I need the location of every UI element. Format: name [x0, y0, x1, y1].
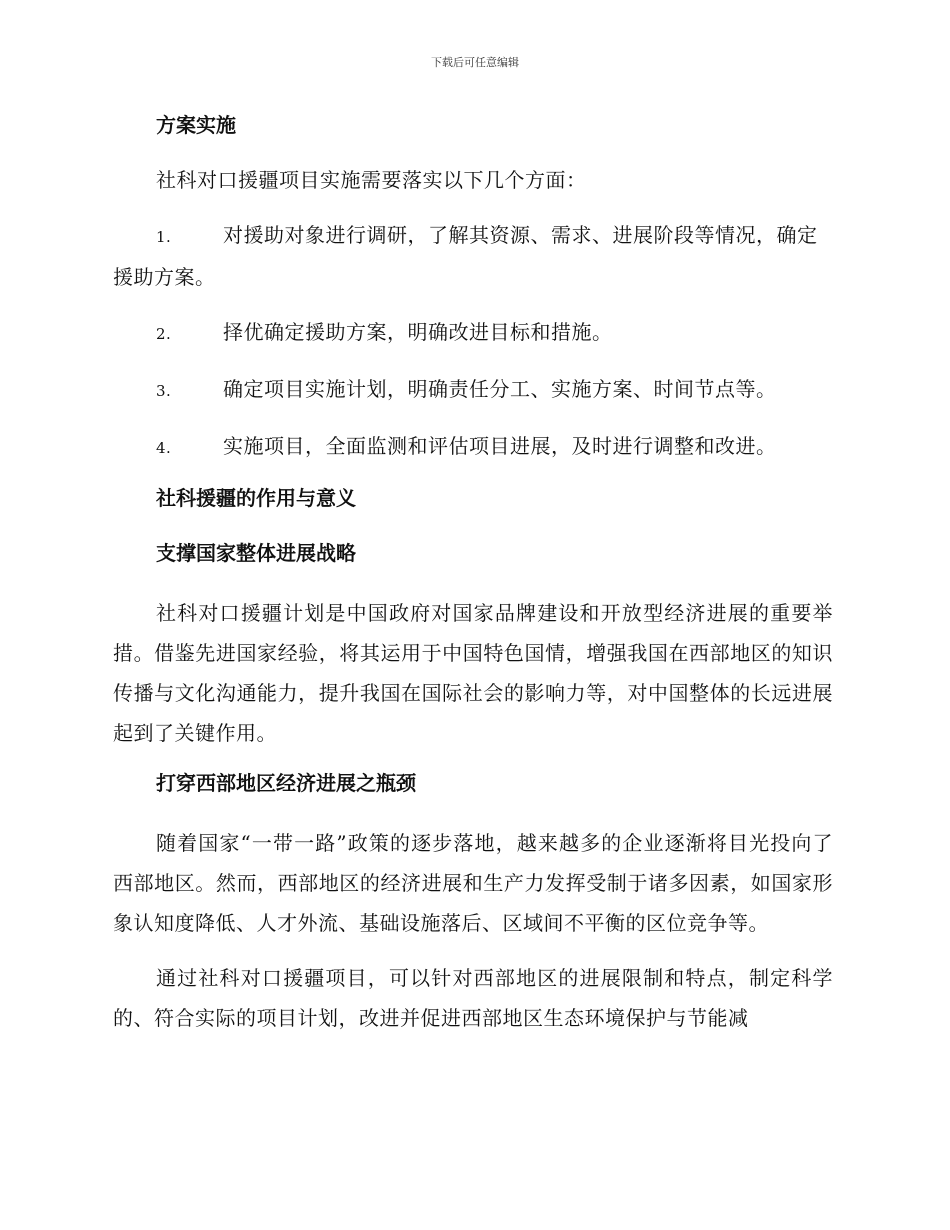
- page-header: 下载后可任意编辑: [431, 56, 519, 69]
- list-text: 确定项目实施计划，明确责任分工、实施方案、时间节点等。: [223, 377, 777, 401]
- list-number: 4.: [156, 439, 172, 457]
- subsection-heading-breakthrough: 打穿西部地区经济进展之瓶颈: [156, 771, 416, 795]
- section-heading-plan: 方案实施: [156, 113, 236, 137]
- list-text: 实施项目，全面监测和评估项目进展，及时进行调整和改进。: [223, 434, 777, 458]
- plan-list-item: [113, 369, 833, 411]
- plan-intro-paragraph: 社科对口援疆项目实施需要落实以下几个方面：: [156, 168, 587, 192]
- plan-list-item: [113, 312, 833, 354]
- subsection-heading-support: 支撑国家整体进展战略: [156, 541, 356, 565]
- breakthrough-paragraph-1: 随着国家“一带一路”政策的逐步落地，越来越多的企业逐渐将目光投向了西部地区。然而，西部地区的经济进展和生产力发挥受制于诸多因素，如国家形象认知度降低、人才外流、基础设施落后、区域间不平衡的区位竞争等。: [113, 831, 833, 935]
- section-heading-role: 社科援疆的作用与意义: [156, 486, 356, 510]
- list-text: 择优确定援助方案，明确改进目标和措施。: [223, 320, 613, 344]
- support-paragraph: 社科对口援疆计划是中国政府对国家品牌建设和开放型经济进展的重要举措。借鉴先进国家经验，将其运用于中国特色国情，增强我国在西部地区的知识传播与文化沟通能力，提升我国在国际社会的影响力等，对中国整体的长远进展起到了关键作用。: [113, 601, 833, 745]
- document-body: [113, 110, 833, 1053]
- list-number: 3.: [156, 382, 172, 400]
- list-number: 1.: [156, 228, 172, 246]
- list-number: 2.: [156, 325, 172, 343]
- list-text: 对援助对象进行调研，了解其资源、需求、进展阶段等情况，确定援助方案。: [113, 223, 818, 289]
- plan-list-item: [113, 215, 833, 297]
- breakthrough-paragraph-2: 通过社科对口援疆项目，可以针对西部地区的进展限制和特点，制定科学的、符合实际的项目计划，改进并促进西部地区生态环境保护与节能减: [113, 966, 833, 1030]
- plan-list-item: [113, 426, 833, 468]
